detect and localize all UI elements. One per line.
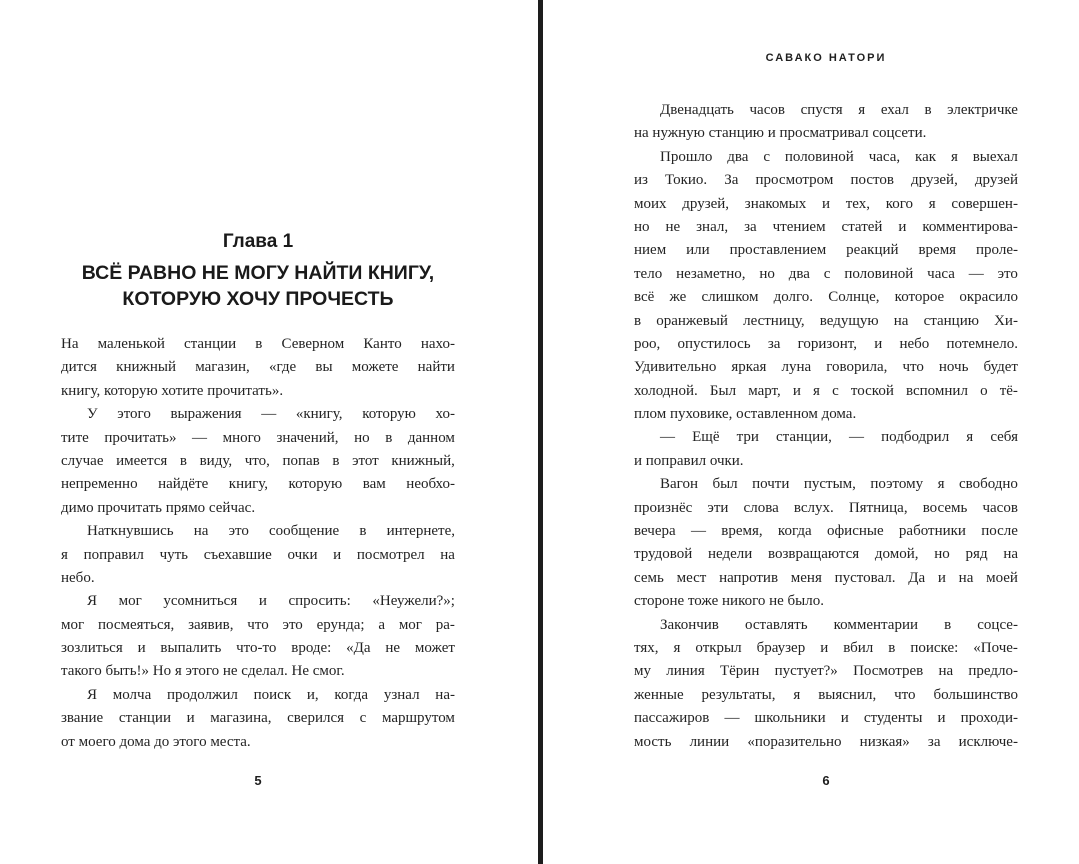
text-line: Я мог усомниться и спросить: «Неужели?»; <box>87 593 455 610</box>
page-number-right: 6 <box>822 773 830 788</box>
text-line: Наткнувшись на это сообщение в интернете, <box>87 523 455 540</box>
text-line: такого быть!» Но я этого не сделал. Не смог. <box>61 663 345 680</box>
text-line: в оранжевый лестницу, ведущую на станцию Хи- <box>634 312 1018 329</box>
text-line: семь мест напротив меня пустовал. Да и на моей <box>634 569 1018 586</box>
text-line: тело незаметно, но два с половиной часа — это <box>634 265 1018 282</box>
text-line: — Ещё три станции, — подбодрил я себя <box>660 429 1018 446</box>
text-line: книгу, которую хотите прочитать». <box>61 382 284 399</box>
text-line: тях, я открыл браузер и вбил в поиске: «Поче- <box>634 639 1018 656</box>
text-line: небо. <box>61 569 95 586</box>
text-line: Удивительно яркая луна говорила, что ночь будет <box>634 359 1018 376</box>
text-line: димо прочитать прямо сейчас. <box>61 499 256 516</box>
text-line: всё же слишком долго. Солнце, которое окрасило <box>634 289 1018 306</box>
text-line: плом пуховике, оставленном дома. <box>634 406 857 423</box>
page-left <box>0 0 538 864</box>
text-line: я поправил чуть съехавшие очки и посмотрел на <box>61 546 455 563</box>
text-line: от моего дома до этого места. <box>61 733 251 750</box>
text-line: нием или проставлением реакций время проле- <box>634 242 1018 259</box>
text-line: случае имеется в виду, что, попав в этот книжный, <box>61 452 455 469</box>
chapter-title-line: КОТОРУЮ ХОЧУ ПРОЧЕСТЬ <box>122 288 394 310</box>
text-line: Прошло два с половиной часа, как я выехал <box>660 148 1018 165</box>
text-line: дится книжный магазин, «где вы можете найти <box>61 359 455 376</box>
text-line: холодной. Был март, и я с тоской вспомнил о тё- <box>634 382 1018 399</box>
text-line: На маленькой станции в Северном Канто нахо- <box>61 336 455 352</box>
text-line: стороне тоже никого не было. <box>634 593 824 610</box>
text-line: роо, опустилось за горизонт, и небо потемнело. <box>634 335 1018 352</box>
right-page-body <box>634 99 1018 754</box>
text-line: пассажиров — школьники и студенты и проходи- <box>634 710 1018 727</box>
text-line: зозлиться и выпалить что-то вроде: «Да не может <box>61 640 455 657</box>
text-line: моих друзей, знакомых и тех, кого я совершен- <box>634 195 1018 212</box>
text-line: вечера — время, когда офисные работники после <box>634 523 1018 540</box>
text-line: мость линии «поразительно низкая» за исключе- <box>634 733 1018 750</box>
text-line: тите прочитать» — много значений, но в данном <box>61 429 455 446</box>
text-line: Я молча продолжил поиск и, когда узнал на- <box>87 686 455 703</box>
text-line: мог посмеяться, заявив, что это ерунда; а мог ра- <box>61 616 455 633</box>
chapter-label: Глава 1 <box>222 231 294 252</box>
text-line: трудовой недели возвращаются домой, но ряд на <box>634 546 1018 563</box>
running-header-author: САВАКО НАТОРИ <box>765 52 887 64</box>
text-line: У этого выражения — «книгу, которую хо- <box>87 406 455 423</box>
page-right <box>543 0 1079 864</box>
text-line: на нужную станцию и просматривал соцсети. <box>634 125 927 142</box>
text-line: произнёс эти слова вслух. Пятница, восемь часов <box>634 499 1018 516</box>
text-line: из Токио. За просмотром постов друзей, друзей <box>634 172 1018 189</box>
text-line: но не знал, за чтением статей и комментирова- <box>634 218 1018 235</box>
page-number-left: 5 <box>254 773 262 788</box>
left-page-body <box>61 333 455 754</box>
text-line: непременно найдёте книгу, которую вам необхо- <box>61 476 455 493</box>
text-line: и поправил очки. <box>634 452 744 469</box>
text-line: звание станции и магазина, сверился с маршрутом <box>61 710 455 727</box>
text-line: женные результаты, я выяснил, что большинство <box>634 686 1018 703</box>
text-line: Вагон был почти пустым, поэтому я свободно <box>660 476 1018 493</box>
text-line: Закончив оставлять комментарии в соцсе- <box>660 616 1018 633</box>
chapter-title-line: ВСЁ РАВНО НЕ МОГУ НАЙТИ КНИГУ, <box>81 262 435 284</box>
text-line: му линия Тёрин пустует?» Посмотрев на предло- <box>634 663 1018 680</box>
text-line: Двенадцать часов спустя я ехал в электричке <box>660 102 1018 118</box>
chapter-title <box>51 260 465 312</box>
